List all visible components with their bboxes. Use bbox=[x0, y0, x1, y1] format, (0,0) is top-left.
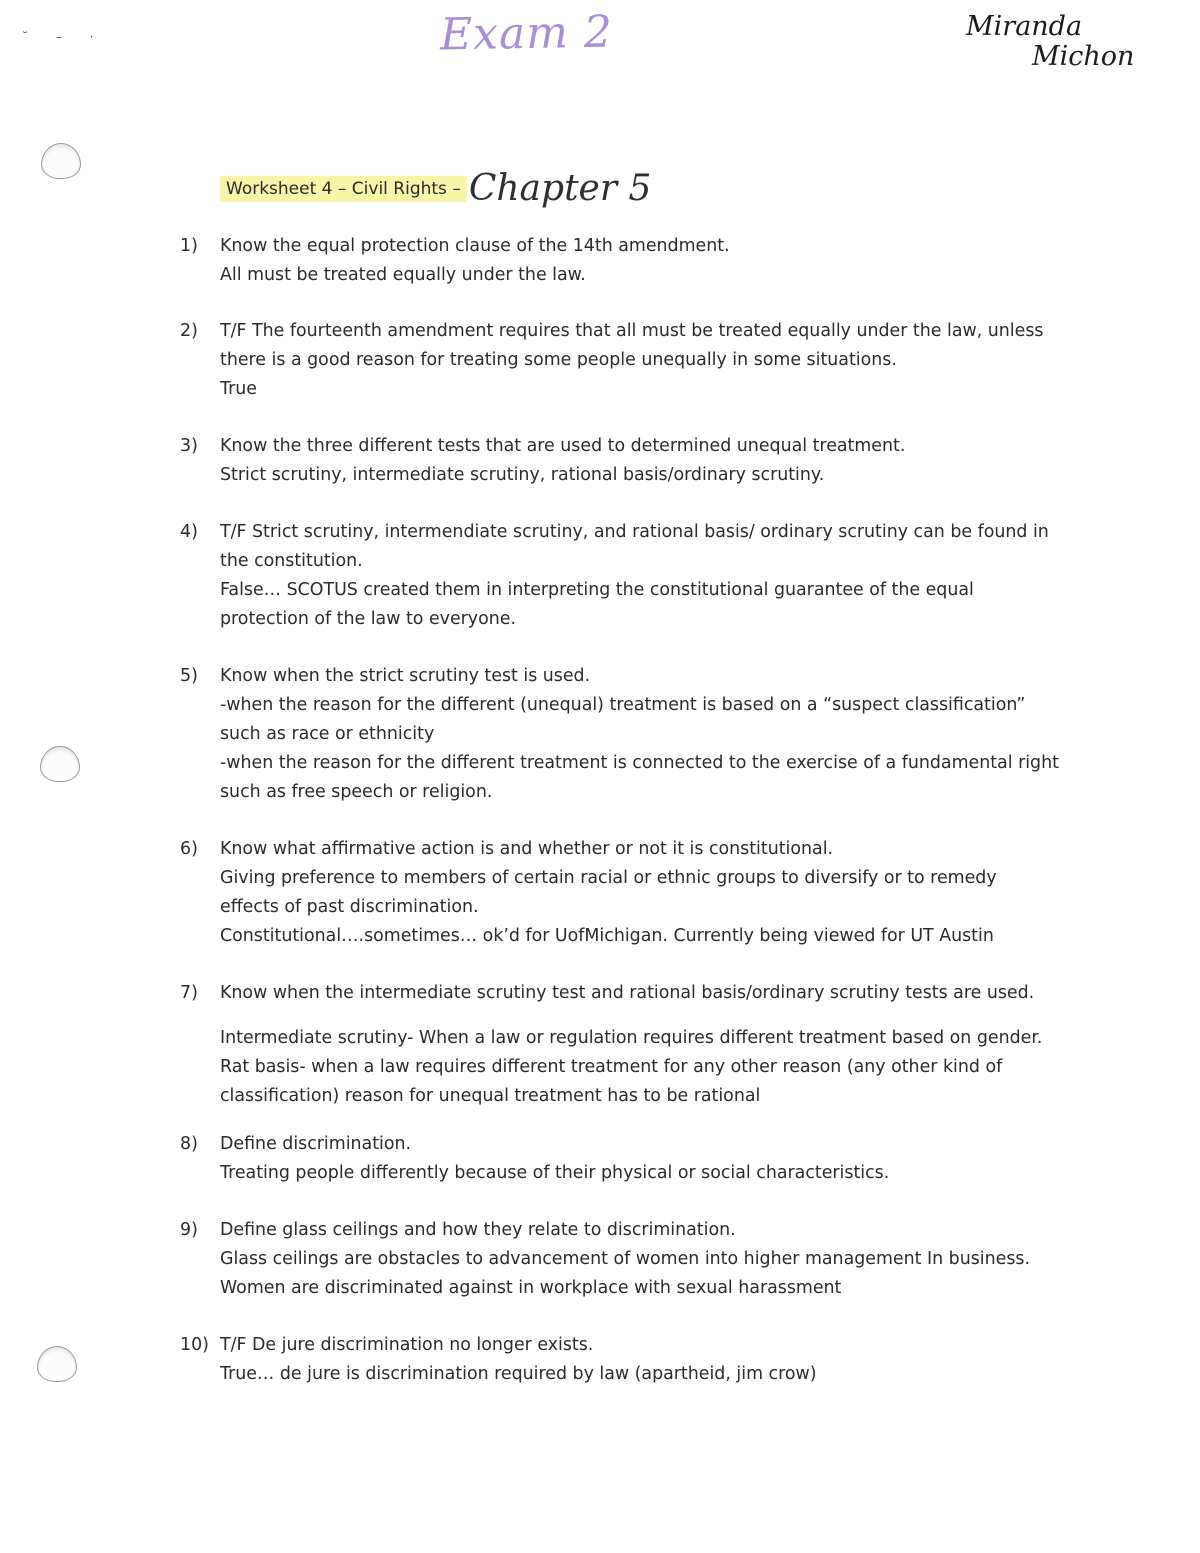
binder-hole-middle bbox=[40, 746, 80, 782]
question-answer: False… SCOTUS created them in interpreting the constitutional guarantee of the equal protection of the law to everyone. bbox=[220, 580, 974, 629]
question-number: 7) bbox=[180, 983, 198, 1003]
question-answer: Rat basis- when a law requires different treatment for any other reason (any other kind of classification) reason for unequal treatment has to be rational bbox=[220, 1057, 1003, 1106]
question-answer: True bbox=[220, 379, 257, 399]
question-answer: Intermediate scrutiny- When a law or regulation requires different treatment based on gender. bbox=[220, 1028, 1043, 1048]
question-number: 1) bbox=[180, 236, 198, 256]
question-number: 4) bbox=[180, 522, 198, 542]
chapter-label-handwritten: Chapter 5 bbox=[468, 168, 652, 209]
question-prompt: Know when the intermediate scrutiny test and rational basis/ordinary scrutiny tests are used. bbox=[220, 983, 1035, 1003]
worksheet-heading bbox=[220, 168, 651, 209]
question-answer: Constitutional….sometimes… ok’d for UofMichigan. Currently being viewed for UT Austin bbox=[220, 926, 994, 946]
question-prompt: Know what affirmative action is and whether or not it is constitutional. bbox=[220, 839, 834, 859]
student-name-handwritten bbox=[966, 12, 1136, 72]
question-item bbox=[180, 1331, 1060, 1389]
question-item bbox=[180, 317, 1060, 404]
question-answer: Glass ceilings are obstacles to advancement of women into higher management In business. bbox=[220, 1249, 1030, 1269]
binder-hole-top bbox=[41, 143, 81, 179]
question-number: 9) bbox=[180, 1220, 198, 1240]
question-answer: -when the reason for the different (unequal) treatment is based on a “suspect classification” such as race or ethnicity bbox=[220, 695, 1026, 744]
question-item bbox=[180, 1216, 1060, 1303]
question-answer: All must be treated equally under the law. bbox=[220, 265, 586, 285]
question-number: 10) bbox=[180, 1335, 209, 1355]
question-item bbox=[180, 1130, 1060, 1188]
question-answer: -when the reason for the different treatment is connected to the exercise of a fundamental right such as free speech or religion. bbox=[220, 753, 1059, 802]
binder-hole-bottom bbox=[37, 1346, 77, 1382]
question-answer: Strict scrutiny, intermediate scrutiny, rational basis/ordinary scrutiny. bbox=[220, 465, 825, 485]
question-item bbox=[180, 835, 1060, 951]
question-answer: Treating people differently because of their physical or social characteristics. bbox=[220, 1163, 890, 1183]
question-item bbox=[180, 232, 1060, 290]
question-item bbox=[180, 979, 1060, 1111]
question-prompt: Define discrimination. bbox=[220, 1134, 412, 1154]
question-prompt: Define glass ceilings and how they relate to discrimination. bbox=[220, 1220, 736, 1240]
question-number: 2) bbox=[180, 321, 198, 341]
question-prompt: Know the equal protection clause of the 14th amendment. bbox=[220, 236, 730, 256]
question-prompt: Know when the strict scrutiny test is used. bbox=[220, 666, 591, 686]
question-number: 5) bbox=[180, 666, 198, 686]
question-item bbox=[180, 662, 1060, 807]
question-number: 3) bbox=[180, 436, 198, 456]
question-number: 8) bbox=[180, 1134, 198, 1154]
question-number: 6) bbox=[180, 839, 198, 859]
question-prompt: Know the three different tests that are used to determined unequal treatment. bbox=[220, 436, 906, 456]
question-prompt: T/F Strict scrutiny, intermendiate scrutiny, and rational basis/ ordinary scrutiny can be found in the constitution. bbox=[220, 522, 1049, 571]
question-list bbox=[180, 232, 1060, 1389]
question-answer: Giving preference to members of certain racial or ethnic groups to diversify or to remedy effects of past discrimination. bbox=[220, 868, 997, 917]
question-answer: True… de jure is discrimination required by law (apartheid, jim crow) bbox=[220, 1364, 817, 1384]
question-prompt: T/F De jure discrimination no longer exists. bbox=[220, 1335, 594, 1355]
question-item bbox=[180, 518, 1060, 634]
exam-title-handwritten: Exam 2 bbox=[439, 6, 614, 61]
scan-marks: ˘ – · bbox=[22, 30, 106, 44]
question-prompt: T/F The fourteenth amendment requires that all must be treated equally under the law, unless there is a good reason for treating some people unequally in some situations. bbox=[220, 321, 1044, 370]
student-first-name: Miranda bbox=[966, 11, 1083, 42]
question-answer: Women are discriminated against in workplace with sexual harassment bbox=[220, 1278, 842, 1298]
worksheet-label-highlighted: Worksheet 4 – Civil Rights – bbox=[220, 176, 467, 202]
student-last-name: Michon bbox=[1032, 41, 1135, 72]
question-item bbox=[180, 432, 1060, 490]
